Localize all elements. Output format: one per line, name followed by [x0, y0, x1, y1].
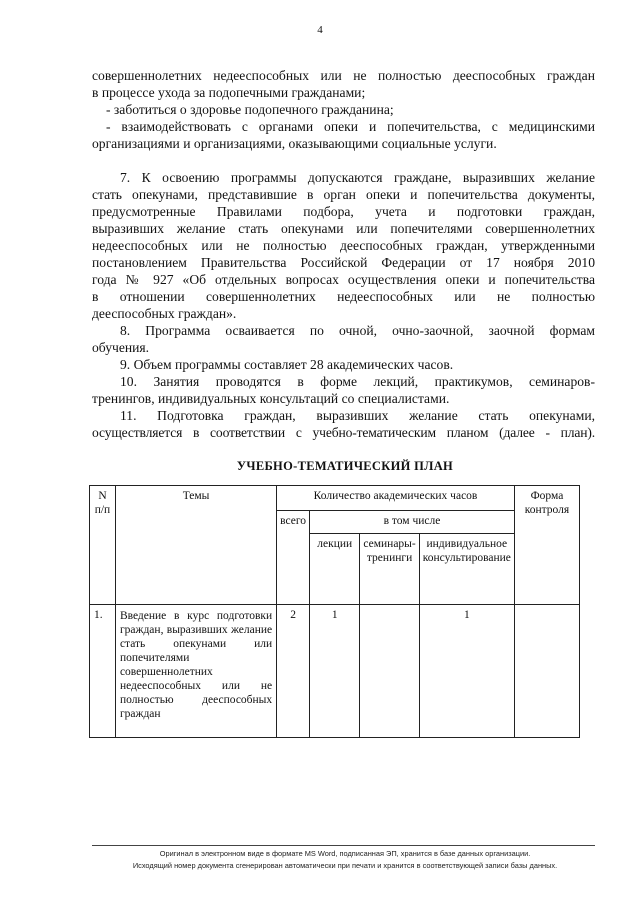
paragraph-8 [92, 322, 595, 356]
header-num: N п/п [90, 486, 116, 605]
text-line: 11. Подготовка граждан, выразивших желание стать опекунами, [120, 408, 595, 423]
text-line: 8. Программа осваивается по очной, очно-заочной, заочной формам [120, 323, 595, 338]
paragraph-9 [92, 356, 595, 373]
header-topics: Темы [115, 486, 276, 605]
text-line: тренингов, индивидуальных консультаций со специалистами. [92, 391, 450, 406]
row-control [514, 605, 579, 738]
header-seminars: семинары-тренинги [360, 534, 419, 605]
row-topic: Введение в курс подготовки граждан, выразивших желание стать опекунами или попечителями совершеннолетних недееспособных или не полностью дееспособных граждан [115, 605, 276, 738]
text-line: постановлением Правительства Российской Федерации от 17 ноября 2010 [92, 255, 595, 270]
text-line: 7. К освоению программы допускаются граждане, выразивших желание [120, 170, 595, 185]
row-lectures: 1 [310, 605, 360, 738]
text-line: - заботиться о здоровье подопечного гражданина; [106, 102, 394, 117]
text-line: стать опекунами, представившие в орган опеки и попечительства документы, [92, 187, 595, 202]
page-number: 4 [317, 24, 323, 36]
row-num: 1. [90, 605, 116, 738]
footer-line: Исходящий номер документа сгенерирован автоматически при печати и хранится в соответствующей записи базы данных. [132, 861, 558, 870]
text-line: 9. Объем программы составляет 28 академических часов. [120, 357, 454, 372]
header-hours: Количество академических часов [277, 486, 515, 511]
paragraph-responsibilities [92, 67, 595, 152]
row-seminars [360, 605, 419, 738]
paragraph-7 [92, 169, 595, 322]
footer-divider [92, 845, 595, 846]
table-row [90, 605, 580, 738]
footer-line: Оригинал в электронном виде в формате MS Word, подписанная ЭП, хранится в базе данных организации. [159, 849, 531, 858]
text-line: года № 927 «Об отдельных вопросах осуществления опеки и попечительства [92, 272, 595, 287]
text-line: недееспособных или не полностью дееспособных граждан, утвержденными [92, 238, 595, 253]
header-consult: индивидуальное консультирование [419, 534, 514, 605]
text-line: - взаимодействовать с органами опеки и попечительства, с медицинскими [106, 119, 595, 134]
header-lectures: лекции [310, 534, 360, 605]
text-line: предусмотренные Правилами подбора, учета и подготовки граждан, [92, 204, 595, 219]
header-total: всего [277, 511, 310, 605]
text-line: 10. Занятия проводятся в форме лекций, практикумов, семинаров- [120, 374, 595, 389]
text-line: дееспособных граждан». [92, 306, 237, 321]
text-line: осуществляется в соответствии с учебно-тематическим планом (далее - план). [92, 425, 595, 440]
text-line: выразивших желание стать опекунами или попечителями совершеннолетних [92, 221, 595, 236]
header-including: в том числе [310, 511, 515, 534]
plan-title: УЧЕБНО-ТЕМАТИЧЕСКИЙ ПЛАН [236, 459, 454, 473]
text-line: обучения. [92, 340, 150, 355]
row-total: 2 [277, 605, 310, 738]
paragraph-11 [92, 407, 595, 441]
text-line: совершеннолетних недееспособных или не полностью дееспособных граждан [92, 68, 595, 83]
paragraph-10 [92, 373, 595, 407]
text-line: организациями и организациями, оказывающими социальные услуги. [92, 136, 497, 151]
row-consult: 1 [419, 605, 514, 738]
text-line: в отношении совершеннолетних недееспособных или не полностью [92, 289, 595, 304]
curriculum-table [89, 485, 580, 738]
text-line: в процессе ухода за подопечными гражданами; [92, 85, 366, 100]
header-control: Форма контроля [514, 486, 579, 605]
